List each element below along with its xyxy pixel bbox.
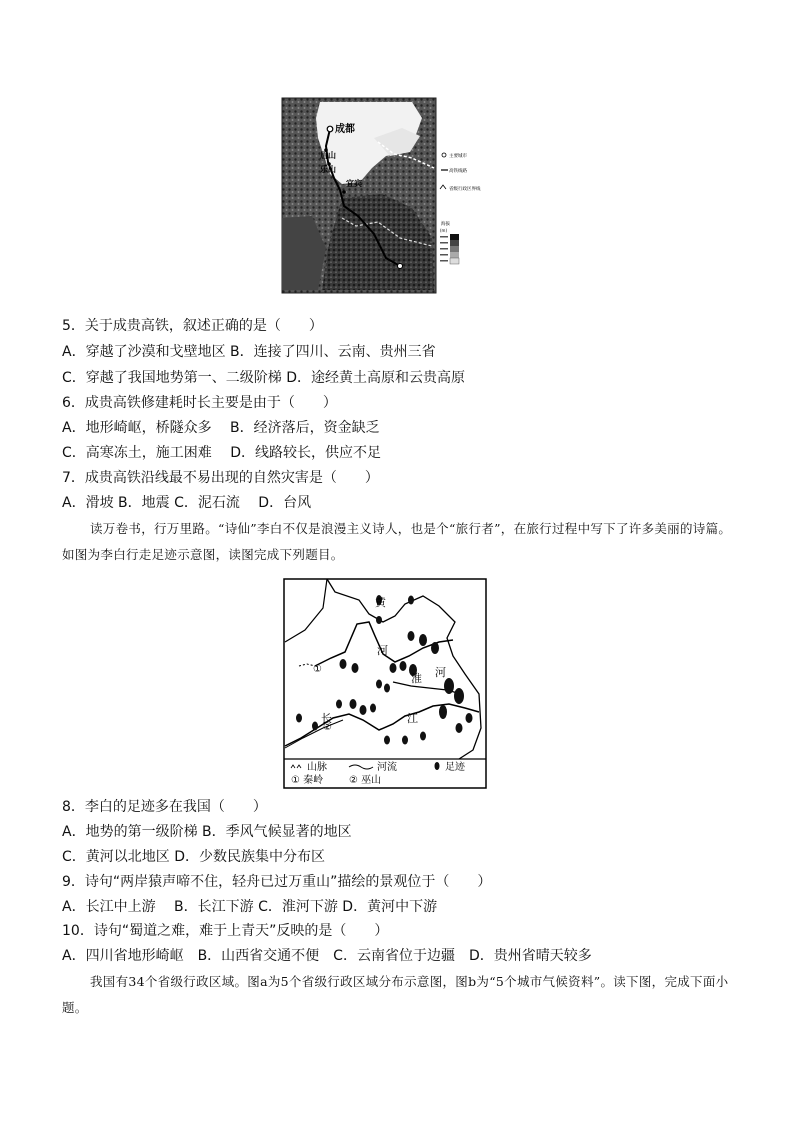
question-7-options: A．滑坡 B．地震 C．泥石流 D．台风 bbox=[62, 495, 312, 511]
city-leshan: 乐山 bbox=[320, 165, 336, 174]
label-chang: 长 bbox=[321, 712, 332, 725]
rail-terrain-map-svg bbox=[282, 98, 481, 293]
question-6: 6．成贵高铁修建耗时长主要是由于（ ） bbox=[62, 395, 337, 411]
question-8-options-cd: C．黄河以北地区 D．少数民族集中分布区 bbox=[62, 849, 326, 865]
question-6-options-cd: C．高寒冻土，施工困难 D．线路较长，供应不足 bbox=[62, 445, 382, 461]
city-meishan: 眉山 bbox=[320, 151, 336, 160]
legend-mountain: 山脉 bbox=[307, 762, 327, 773]
question-5-options-cd: C．穿越了我国地势第一、二级阶梯 D．途经黄土高原和云贵高原 bbox=[62, 370, 466, 386]
legend-footprint: 足迹 bbox=[445, 762, 465, 773]
question-9-options: A．长江中上游 B．长江下游 C．淮河下游 D．黄河中下游 bbox=[62, 899, 438, 915]
legend-boundary: 省级行政区界线 bbox=[449, 187, 481, 192]
libai-footprint-map bbox=[283, 578, 487, 789]
question-10: 10．诗句“蜀道之难，难于上青天”反映的是（ ） bbox=[62, 923, 389, 939]
question-7: 7．成贵高铁沿线最不易出现的自然灾害是（ ） bbox=[62, 470, 379, 486]
legend-qinling: ① 秦岭 bbox=[291, 775, 324, 786]
label-huang: 黄 bbox=[375, 596, 386, 609]
question-10-options: A．四川省地形崎岖 B．山西省交通不便 C．云南省位于边疆 D．贵州省晴天较多 bbox=[62, 948, 592, 964]
question-5-options-ab: A．穿越了沙漠和戈壁地区 B．连接了四川、云南、贵州三省 bbox=[62, 344, 436, 360]
legend-rail: 高铁线路 bbox=[449, 169, 467, 174]
elevation-label: 海拔 bbox=[441, 222, 450, 227]
label-num-1: ① bbox=[313, 664, 322, 675]
question-8: 8．李白的足迹多在我国（ ） bbox=[62, 799, 267, 815]
legend-city: 主要城市 bbox=[449, 154, 467, 159]
passage-provinces: 我国有34个省级行政区域。图a为5个省级行政区域分布示意图，图b为“5个城市气候资料”。读下图，完成下面小题。 bbox=[62, 974, 729, 1015]
legend-river: 河流 bbox=[377, 762, 397, 773]
city-chengdu: 成都 bbox=[335, 124, 355, 135]
passage-libai: 读万卷书，行万里路。“诗仙”李白不仅是浪漫主义诗人，也是个“旅行者”，在旅行过程中写下了许多美丽的诗篇。如图为李白行走足迹示意图，读图完成下列题目。 bbox=[62, 521, 732, 562]
libai-footprint-map-svg bbox=[283, 578, 487, 789]
rail-terrain-map bbox=[282, 98, 481, 293]
question-5: 5．关于成贵高铁，叙述正确的是（ ） bbox=[62, 318, 323, 334]
label-huai: 淮 bbox=[411, 672, 422, 685]
label-he-1: 河 bbox=[377, 644, 388, 657]
label-num-2: ② bbox=[323, 722, 332, 733]
city-yibin: 宜宾 bbox=[346, 179, 362, 188]
label-he-2: 河 bbox=[435, 666, 446, 679]
question-9: 9．诗句“两岸猿声啼不住，轻舟已过万重山”描绘的景观位于（ ） bbox=[62, 874, 492, 890]
question-8-options-ab: A．地势的第一级阶梯 B．季风气候显著的地区 bbox=[62, 824, 352, 840]
question-6-options-ab: A．地形崎岖，桥隧众多 B．经济落后，资金缺乏 bbox=[62, 420, 380, 436]
elevation-unit: (m) bbox=[440, 228, 448, 233]
legend-wushan: ② 巫山 bbox=[349, 775, 382, 786]
label-jiang: 江 bbox=[407, 712, 418, 725]
